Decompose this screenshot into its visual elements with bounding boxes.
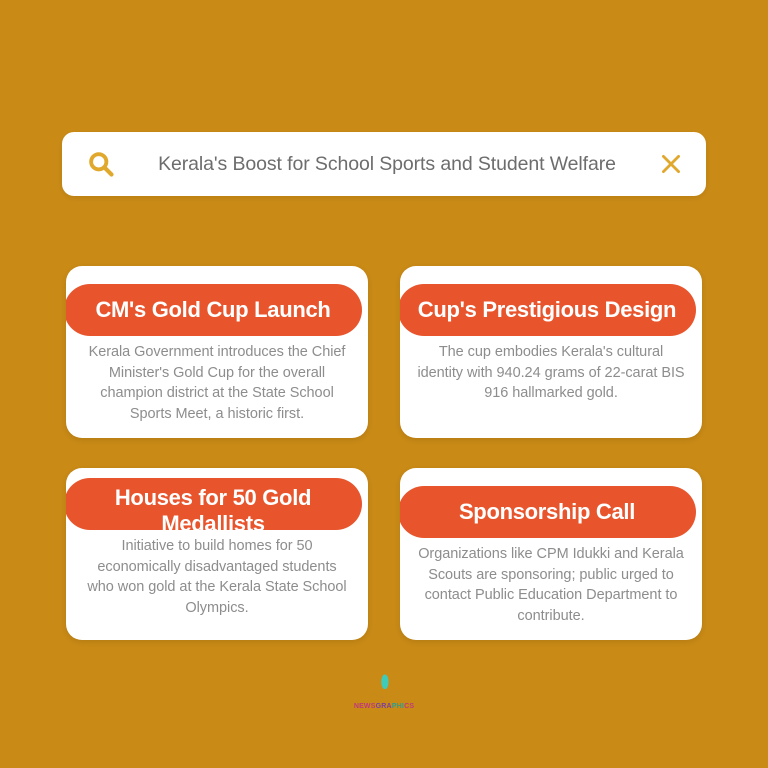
card-title: Sponsorship Call bbox=[458, 499, 636, 525]
wordmark-part-2: GRA bbox=[375, 703, 392, 710]
card-cms-gold-cup-launch[interactable] bbox=[66, 266, 368, 438]
card-body: The cup embodies Kerala's cultural identity with 940.24 grams of 22-carat BIS 916 hallmarked gold. bbox=[417, 344, 685, 402]
search-input[interactable]: Kerala's Boost for School Sports and Student Welfare bbox=[158, 152, 616, 175]
card-body: Initiative to build homes for 50 economically disadvantaged students who won gold at the Kerala State School Olympics. bbox=[87, 538, 347, 616]
wordmark-part-1: NEWS bbox=[353, 703, 376, 710]
card-title: Houses for 50 Gold Medallists bbox=[114, 485, 312, 530]
globe-logo-icon bbox=[362, 658, 406, 702]
card-sponsorship-call[interactable] bbox=[400, 468, 702, 640]
card-header bbox=[400, 284, 696, 336]
logo-wordmark bbox=[354, 703, 414, 710]
card-body: Kerala Government introduces the Chief Minister's Gold Cup for the overall champion district at the State School Sports Meet, a historic first. bbox=[88, 344, 346, 422]
card-header bbox=[400, 486, 696, 538]
cards-grid bbox=[66, 266, 702, 640]
card-houses-for-50-gold-medallists[interactable] bbox=[66, 468, 368, 640]
card-title: CM's Gold Cup Launch bbox=[95, 297, 331, 323]
card-body: Organizations like CPM Idukki and Kerala Scouts are sponsoring; public urged to contact Public Education Department to contribute. bbox=[418, 546, 684, 624]
card-title: Cup's Prestigious Design bbox=[417, 297, 677, 323]
search-bar[interactable] bbox=[62, 132, 706, 196]
card-cups-prestigious-design[interactable] bbox=[400, 266, 702, 438]
wordmark-part-4: CS bbox=[404, 703, 415, 710]
search-icon[interactable] bbox=[86, 149, 116, 179]
card-header bbox=[66, 284, 362, 336]
card-header bbox=[66, 478, 362, 530]
footer-logo bbox=[0, 658, 768, 710]
close-icon[interactable] bbox=[658, 151, 684, 177]
wordmark-part-3: PHI bbox=[391, 703, 405, 710]
